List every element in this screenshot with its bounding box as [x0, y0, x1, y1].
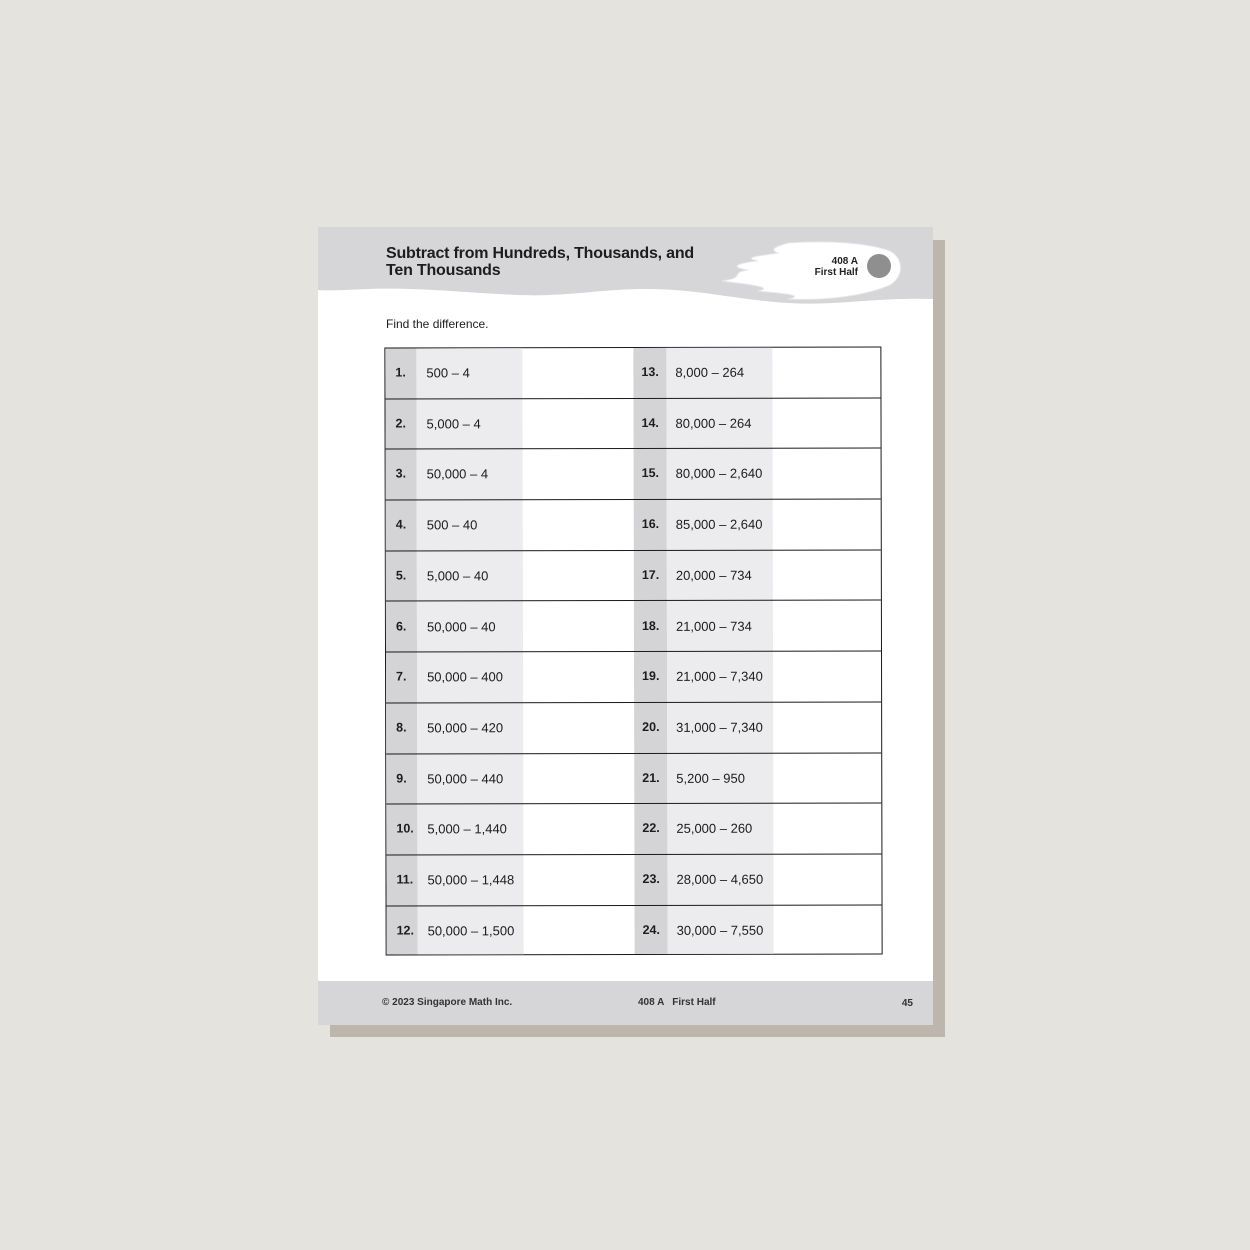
problem-number: 13. [641, 364, 659, 379]
problem-expression: 85,000 – 2,640 [675, 516, 763, 533]
badge-code: 408 A [831, 256, 858, 267]
problem-expression: 8,000 – 264 [675, 364, 745, 380]
problem-expression: 50,000 – 40 [426, 618, 496, 634]
problem-expression: 28,000 – 4,650 [676, 871, 764, 887]
problem-number: 20. [642, 719, 660, 734]
problem-expression: 31,000 – 7,340 [676, 719, 763, 735]
problem-expression: 5,000 – 1,440 [427, 821, 507, 837]
rock-icon [867, 254, 891, 278]
problem-number: 21. [642, 770, 660, 785]
problem-expression: 5,000 – 40 [426, 568, 489, 584]
problem-row [385, 347, 880, 399]
problem-expression: 30,000 – 7,550 [676, 922, 764, 938]
problem-row [386, 854, 881, 906]
problem-row [386, 702, 881, 754]
problem-expression: 80,000 – 2,640 [675, 466, 763, 482]
problem-row [386, 550, 881, 602]
worksheet-page [318, 227, 933, 1025]
problem-number: 11. [396, 872, 414, 887]
problem-number: 7. [396, 669, 407, 684]
problem-row [385, 398, 880, 450]
page-number: 45 [901, 998, 913, 1009]
problem-number: 14. [641, 415, 659, 430]
problem-row [386, 601, 881, 653]
problem-expression: 21,000 – 734 [675, 618, 752, 634]
problem-number: 5. [395, 568, 407, 583]
problem-row [386, 753, 881, 805]
problem-expression: 50,000 – 1,448 [427, 872, 515, 888]
problem-expression: 80,000 – 264 [675, 415, 752, 431]
problem-row [386, 449, 881, 501]
problem-expression: 50,000 – 440 [427, 770, 504, 787]
problem-number: 10. [396, 821, 414, 836]
problem-expression: 500 – 40 [426, 517, 478, 533]
problem-expression: 50,000 – 400 [427, 669, 503, 685]
problem-expression: 500 – 4 [426, 365, 470, 381]
title-line-1: Subtract from Hundreds, Thousands, and [386, 245, 694, 262]
instructions: Find the difference. [386, 317, 489, 331]
footer-code: 408 A First Half [638, 997, 716, 1008]
title-line-2: Ten Thousands [386, 262, 501, 279]
problem-number: 15. [641, 466, 660, 481]
problem-number: 6. [395, 618, 407, 633]
problem-number: 3. [395, 466, 407, 481]
problem-expression: 50,000 – 4 [426, 466, 489, 482]
problem-number: 8. [396, 720, 407, 735]
problem-number: 16. [641, 517, 660, 532]
problem-number: 4. [395, 517, 407, 532]
problem-number: 9. [396, 771, 407, 786]
problem-number: 12. [396, 923, 414, 938]
problem-number: 17. [641, 567, 660, 582]
problem-number: 18. [641, 618, 660, 633]
problem-row [387, 905, 882, 957]
badge-half: First Half [814, 267, 858, 278]
problem-expression: 21,000 – 7,340 [676, 668, 763, 685]
problem-expression: 50,000 – 420 [427, 720, 504, 736]
problem-number: 23. [642, 871, 660, 886]
problem-row [386, 500, 881, 552]
problem-expression: 5,200 – 950 [676, 770, 745, 786]
problem-expression: 50,000 – 1,500 [427, 922, 515, 939]
page-title [386, 245, 746, 279]
problem-number: 2. [395, 416, 406, 431]
problem-expression: 5,000 – 4 [426, 416, 481, 432]
page-footer [318, 981, 933, 1025]
problem-number: 1. [395, 365, 406, 380]
problem-number: 22. [642, 821, 660, 836]
problem-expression: 25,000 – 260 [676, 821, 753, 837]
problem-table [384, 346, 882, 955]
problem-number: 19. [642, 669, 660, 684]
problem-row [386, 804, 881, 856]
problem-expression: 20,000 – 734 [675, 567, 752, 583]
problem-number: 24. [642, 922, 660, 937]
problem-row [386, 652, 881, 704]
footer-copyright: © 2023 Singapore Math Inc. [382, 997, 513, 1008]
